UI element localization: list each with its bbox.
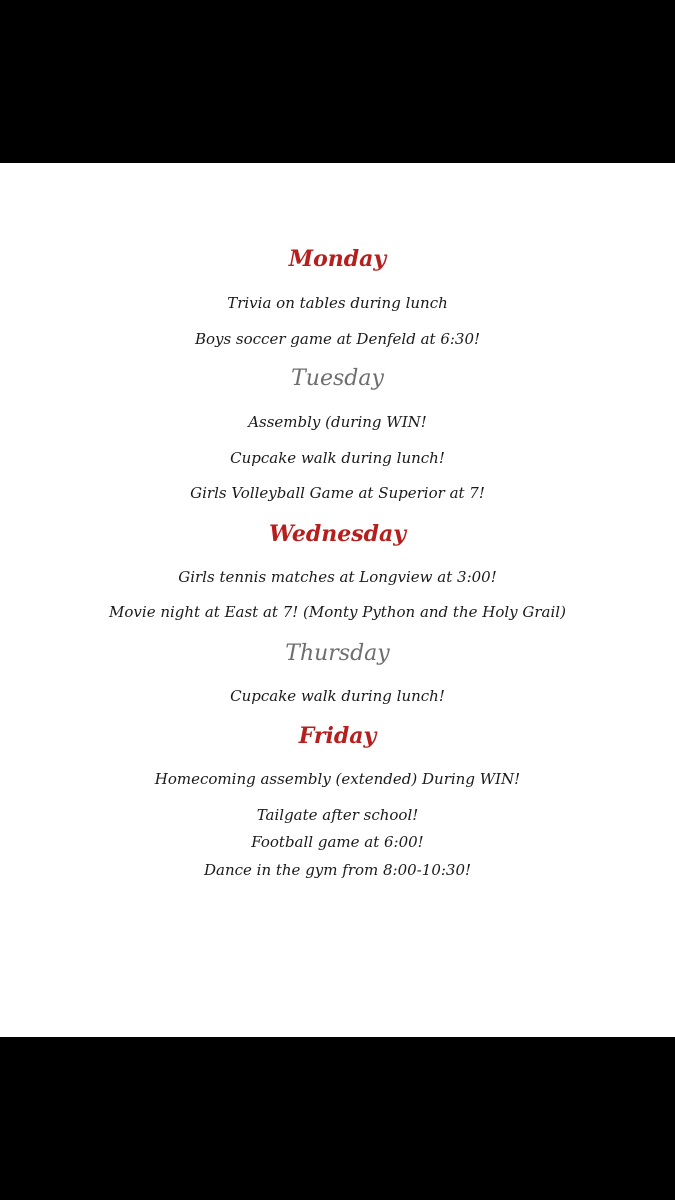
- day-heading-monday: Monday: [288, 246, 387, 272]
- event-item: Trivia on tables during lunch: [227, 294, 448, 312]
- day-heading-wednesday: Wednesday: [268, 521, 407, 547]
- event-item: Movie night at East at 7! (Monty Python and the Holy Grail): [109, 603, 566, 621]
- event-item: Tailgate after school!: [256, 806, 419, 824]
- event-item: Assembly (during WIN!: [248, 413, 427, 431]
- event-item: Boys soccer game at Denfeld at 6:30!: [194, 330, 481, 348]
- day-heading-tuesday: Tuesday: [291, 366, 384, 391]
- day-heading-friday: Friday: [298, 723, 377, 749]
- event-item: Homecoming assembly (extended) During WIN!: [154, 770, 521, 788]
- event-item: Dance in the gym from 8:00-10:30!: [203, 861, 472, 879]
- event-item: Football game at 6:00!: [251, 833, 424, 851]
- event-item: Girls tennis matches at Longview at 3:00!: [178, 568, 497, 586]
- event-item: Girls Volleyball Game at Superior at 7!: [190, 484, 485, 502]
- day-heading-thursday: Thursday: [285, 641, 390, 666]
- event-item: Cupcake walk during lunch!: [230, 449, 445, 467]
- event-item: Cupcake walk during lunch!: [230, 687, 445, 705]
